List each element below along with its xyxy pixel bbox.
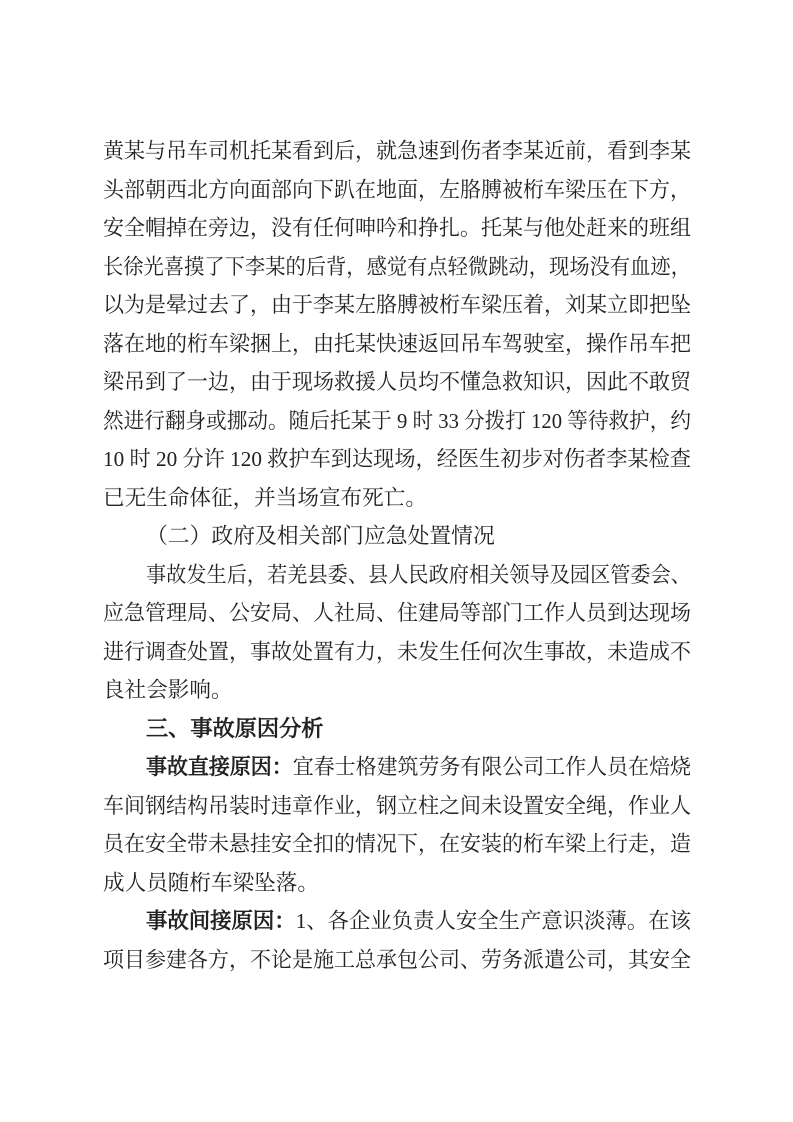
text-run: 进行调查处置，事故处置有力，未发生任何次生事故，未造成不 [103, 639, 691, 664]
text-run: 宜春士格建筑劳务有限公司工作人员在焙烧 [292, 755, 691, 779]
text-run [146, 748, 691, 787]
section-emergency-response [103, 517, 691, 556]
indirect-cause-label: 事故间接原因： [146, 908, 296, 933]
heading-accident-cause-analysis [103, 710, 691, 749]
text-line [103, 633, 691, 672]
text-line [103, 594, 691, 633]
text-line [103, 902, 691, 941]
text-run: 梁吊到了一边，由于现场救援人员均不懂急救知识，因此不敢贸 [103, 370, 691, 394]
text-run: 应急管理局、公安局、人社局、住建局等部门工作人员到达现场 [103, 601, 691, 625]
text-line [103, 748, 691, 787]
text-run: 10 时 20 分许 120 救护车到达现场，经医生初步对伤者李某检查 [103, 447, 691, 471]
text-line [103, 941, 691, 980]
direct-cause-label: 事故直接原因： [146, 754, 293, 779]
text-run: 然进行翻身或挪动。随后托某于 9 时 33 分拨打 120 等待救护，约 [103, 408, 691, 433]
text-line [103, 787, 691, 826]
text-line [103, 325, 691, 364]
heading-text: 三、事故原因分析 [146, 715, 324, 741]
text-line [103, 864, 691, 903]
text-line [103, 479, 691, 518]
text-run: 头部朝西北方向面部向下趴在地面，左胳膊被桁车梁压在下方， [103, 177, 691, 202]
text-run: 良社会影响。 [103, 678, 233, 702]
text-line [103, 248, 691, 287]
text-run [146, 902, 691, 941]
text-run: 事故发生后，若羌县委、县人民政府相关领导及园区管委会、 [146, 562, 691, 587]
heading-government-emergency-response [103, 517, 691, 556]
page-body-text [103, 132, 691, 979]
text-run: 已无生命体征，并当场宣布死亡。 [103, 485, 427, 510]
text-line [103, 132, 691, 171]
heading-text: （二）政府及相关部门应急处置情况 [146, 524, 495, 548]
text-line [103, 402, 691, 441]
text-run: 长徐光喜摸了下李某的后背，感觉有点轻微跳动，现场没有血迹， [103, 254, 691, 279]
text-line [103, 825, 691, 864]
text-run: 项目参建各方，不论是施工总承包公司、劳务派遣公司，其安全 [103, 947, 691, 972]
text-line [103, 209, 691, 248]
text-run: 落在地的桁车梁捆上，由托某快速返回吊车驾驶室，操作吊车把 [103, 331, 691, 356]
text-line [103, 286, 691, 325]
paragraph-government-response [103, 556, 691, 710]
text-line [103, 171, 691, 210]
paragraph-direct-cause [103, 748, 691, 902]
text-run: 安全帽掉在旁边，没有任何呻吟和挣扎。托某与他处赶来的班组 [103, 216, 691, 240]
text-run: 黄某与吊车司机托某看到后，就急速到伤者李某近前，看到李某 [103, 139, 691, 163]
text-run: 车间钢结构吊装时违章作业，钢立柱之间未设置安全绳，作业人 [103, 793, 691, 818]
text-run: 以为是晕过去了，由于李某左胳膊被桁车梁压着，刘某立即把坠 [103, 293, 691, 317]
text-run: 1、各企业负责人安全生产意识淡薄。在该 [295, 909, 691, 933]
section-cause-analysis [103, 710, 691, 749]
text-run: 员在安全带未悬挂安全扣的情况下，在安装的桁车梁上行走，造 [103, 832, 691, 856]
paragraph-indirect-cause [103, 902, 691, 979]
text-run: 成人员随桁车梁坠落。 [103, 870, 319, 895]
text-line [103, 556, 691, 595]
paragraph-rescue-response [103, 132, 691, 517]
text-line [103, 671, 691, 710]
text-line [103, 363, 691, 402]
text-line [103, 440, 691, 479]
